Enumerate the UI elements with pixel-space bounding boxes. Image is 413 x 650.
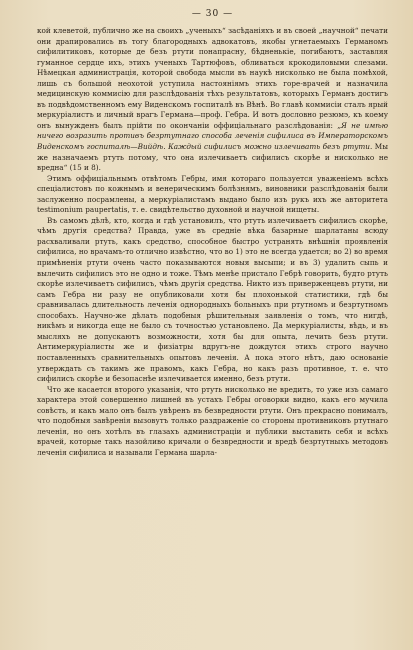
page-number: — 30 — bbox=[191, 9, 234, 19]
paragraph-2: Этимъ оффиціальнымъ отвѣтомъ Гебры, имя котораго пользуется уваженіемъ всѣхъ спеціалистовъ по кожнымъ и венерическимъ болѣзнямъ, виновники разслѣдованія были заслуженно посрамлены, а меркуріалистамъ выдано было изъ рукъ ихъ же авторитета testimonium paupertatis, т. е. свидѣтельство духовной и научной нищеты. bbox=[37, 173, 388, 215]
paragraph-3: Въ самомъ дѣлѣ, кто, когда и гдѣ установилъ, что ртуть излечиваетъ сифилисъ скорѣе, чѣмъ другія средства? Правда, уже въ средніе вѣка базарные шарлатаны всюду расхваливали ртуть, какъ средство, способное быстро устранять внѣшнія проявленія сифилиса, но врачамъ-то отлично извѣстно, что во 1) это не всегда удается; во 2) во время примѣненія ртути очень часто показываются новыя высыпи; и въ 3) удалить сыпь и вылечить сифилисъ это не одно и тоже. Тѣмъ менѣе пристало Гебрѣ говорить, будто ртуть скорѣе излечиваетъ сифилисъ, чѣмъ другія средства. Никто изъ приверженцевъ ртути, ни самъ Гебра ни разу не опубликовали хотя бы плохонькой статистики, гдѣ бы сравнивалась длительность леченія однородныхъ больныхъ при ртутномъ и безртутномъ способахъ. Научно-же дѣлать подобныя рѣшительныя заявленія о томъ, что нигдѣ, никѣмъ и никогда еще не было съ точностью установлено. Да меркуріалисты, вѣдь, и въ мысляхъ не допускаютъ возможности, хотя бы для опыта, лечить безъ ртути. Антимеркуріалисты же и физіатры вдругъ-не дождутся этихъ строго научно поставленныхъ сравнительныхъ опытовъ леченія. А пока этого нѣтъ, даю основаніе утверждать съ такимъ же правомъ, какъ Гебра, но какъ разъ противное, т. е. что сифилисъ скорѣе и безопаснѣе излечивается именно, безъ ртути. bbox=[37, 215, 388, 384]
paragraph-4: Что же касается второго указанія, что ртуть нисколько не вредитъ, то уже изъ самаго характера этой совершенно лишней въ устахъ Гебры оговорки видно, какъ его мучила совѣсть, и какъ мало онъ былъ увѣренъ въ безвредности ртути. Онъ прекрасно понималъ, что подобныя завѣренія вызовутъ только раздраженіе со стороны противниковъ ртутнаго леченія, но онъ хотѣлъ въ глазахъ администраціи и публики выставить себя и всѣхъ врачей, которые такъ назойливо кричали о безвредности и вредѣ безртутныхъ методовъ леченія сифилиса и называли Германа шарла- bbox=[37, 384, 388, 457]
paragraph-1 bbox=[37, 26, 388, 174]
paragraph-1-text-end: Мы же назначаемъ ртуть потому, что она излечиваетъ сифилисъ скорѣе и нисколько не вредна“ (15 и 8). bbox=[37, 142, 388, 173]
paragraph-1-quote-italic: „Я не имѣю ничего возразить противъ безртутнаго способа леченія сифилиса въ Императорскомъ Виденскомъ госпиталѣ—Вийдѣ. Каждый сифилисъ можно излечивать безъ ртути. bbox=[37, 120, 388, 152]
paragraph-1-text: кой клеветой, публично же на своихъ „ученыхъ“ засѣданіяхъ и въ своей „научной“ печати они драпировались въ тогу благородныхъ адвокатовъ, якобы угнетаемыхъ Германомъ сифилитиковъ, которые де безъ ртути понапрасну, бѣдненькіе, погибаютъ, заставляя гуманное сердце ихъ, этихъ ученыхъ Тартюфовъ, обливаться крокодиловыми слезами. Нѣмецкая администрація, которой свобода мысли въ наукѣ нисколько не была помѣхой, лишь съ большой неохотой уступила настояніямъ этихъ горе-врачей и назначила медицинскую коммисію для разслѣдованія тѣхъ результатовъ, которыхъ Германъ достигъ въ подвѣдомственномъ ему Виденскомъ госпиталѣ въ Вѣнѣ. Во главѣ коммисіи сталъ ярый меркуріалистъ и личный врагъ Германа—проф. Гебра. И вотъ дословно резюмэ, къ коему онъ вынужденъ былъ прійти по окончаніи оффиціальнаго разслѣдованія: bbox=[37, 26, 388, 130]
